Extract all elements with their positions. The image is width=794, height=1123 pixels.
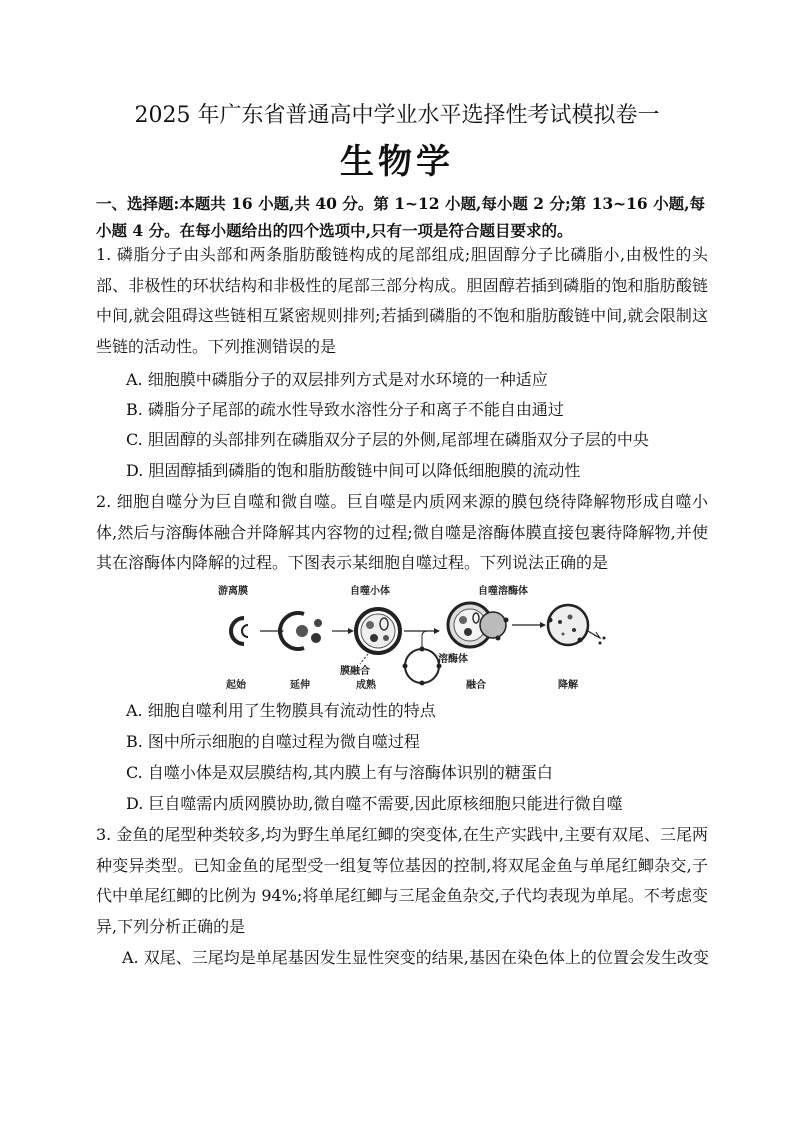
- question-1-option-b: B. 磷脂分子尾部的疏水性导致水溶性分子和离子不能自由通过: [126, 400, 564, 419]
- question-2-option-a: A. 细胞自噬利用了生物膜具有流动性的特点: [126, 701, 436, 720]
- question-3-stem: 3. 金鱼的尾型种类较多,均为野生单尾红鲫的突变体,在生产实践中,主要有双尾、三尾两种变异类型。已知金鱼的尾型受一组复等位基因的控制,将双尾金鱼与单尾红鲫杂交,子代中单尾红鲫的比例为 94%;将单尾红鲫与三尾金鱼杂交,子代均表现为单尾。不考虑变异,下列分析正确的是: [96, 825, 708, 936]
- stage-label-mature: 成熟: [356, 680, 376, 691]
- autophagy-diagram: [208, 580, 628, 692]
- stage-label-degrade: 降解: [558, 680, 578, 691]
- exam-title: 2025 年广东省普通高中学业水平选择性考试模拟卷一: [134, 103, 660, 128]
- free-membrane-shape: [231, 618, 248, 644]
- stage-label-start: 起始: [226, 680, 246, 691]
- autophagosome-shape: [356, 609, 400, 653]
- question-2-stem: 2. 细胞自噬分为巨自噬和微自噬。巨自噬是内质网来源的膜包绕待降解物形成自噬小体,然后与溶酶体融合并降解其内容物的过程;微自噬是溶酶体膜直接包裹待降解物,并使其在溶酶体内降解的过程。下图表示某细胞自噬过程。下列说法正确的是: [96, 492, 708, 572]
- degradation-shape: [548, 605, 606, 645]
- subject-title: 生物学: [340, 142, 454, 182]
- question-2-option-c: C. 自噬小体是双层膜结构,其内膜上有与溶酶体识别的糖蛋白: [126, 763, 553, 782]
- label-free-membrane: 游离膜: [218, 586, 248, 597]
- question-3-option-a: A. 双尾、三尾均是单尾基因发生显性突变的结果,基因在染色体上的位置会发生改变: [122, 948, 709, 967]
- question-1-option-c: C. 胆固醇的头部排列在磷脂双分子层的外侧,尾部埋在磷脂双分子层的中央: [126, 430, 649, 449]
- question-1-option-a: A. 细胞膜中磷脂分子的双层排列方式是对水环境的一种适应: [126, 370, 548, 389]
- question-1-stem: 1. 磷脂分子由头部和两条脂肪酸链构成的尾部组成;胆固醇分子比磷脂小,由极性的头部、非极性的环状结构和非极性的尾部三部分构成。胆固醇若插到磷脂的饱和脂肪酸链中间,就会阻碍这些链相互紧密规则排列;若插到磷脂的不饱和脂肪酸链中间,就会限制这些链的活动性。下列推测错误的是: [96, 245, 708, 356]
- autolysosome-shape: [448, 603, 509, 647]
- label-membrane-fusion: 膜融合: [340, 666, 370, 677]
- elongation-shape: [280, 613, 322, 649]
- label-autolysosome: 自噬溶酶体: [478, 586, 528, 597]
- label-lysosome: 溶酶体: [438, 654, 468, 665]
- question-1-option-d: D. 胆固醇插到磷脂的饱和脂肪酸链中间可以降低细胞膜的流动性: [126, 461, 581, 480]
- stage-label-extend: 延伸: [290, 680, 310, 691]
- label-autophagosome: 自噬小体: [350, 586, 390, 597]
- lysosome-shape: [403, 647, 442, 686]
- question-2-option-b: B. 图中所示细胞的自噬过程为微自噬过程: [126, 732, 420, 751]
- question-2-option-d: D. 巨自噬需内质网膜协助,微自噬不需要,因此原核细胞只能进行微自噬: [126, 794, 623, 813]
- section-heading: 一、选择题:本题共 16 小题,共 40 分。第 1~12 小题,每小题 2 分;第 13~16 小题,每小题 4 分。在每小题给出的四个选项中,只有一项是符合题目要求的。: [96, 194, 705, 240]
- stage-label-fusion: 融合: [466, 680, 486, 691]
